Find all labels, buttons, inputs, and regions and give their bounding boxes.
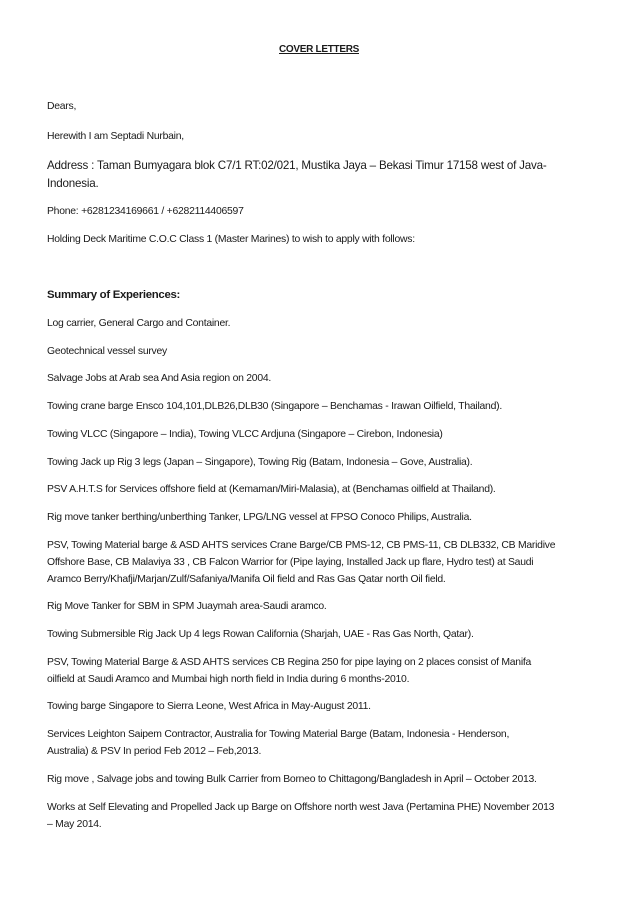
experience-item: PSV A.H.T.S for Services offshore field at (Kemaman/Miri-Malasia), at (Benchamas oilfield at Thailand). [47,484,496,495]
greeting: Dears, [47,101,77,112]
experience-psv-line-2: Offshore Base, CB Malaviya 33 , CB Falcon Warrior for (Pipe laying, Installed Jack up flare, Hydro test) at Saudi [47,557,534,568]
phone-line: Phone: +6281234169661 / +6282114406597 [47,206,244,217]
experience-sbm: Rig Move Tanker for SBM in SPM Juaymah area-Saudi aramco. [47,601,327,612]
experience-item: Towing VLCC (Singapore – India), Towing VLCC Ardjuna (Singapore – Cirebon, Indonesia) [47,429,443,440]
address-line-2: Indonesia. [47,177,99,190]
experience-sierra: Towing barge Singapore to Sierra Leone, West Africa in May-August 2011. [47,701,371,712]
document-title: COVER LETTERS [279,44,359,55]
experience-item: Towing Jack up Rig 3 legs (Japan – Singapore), Towing Rig (Batam, Indonesia – Gove, Australia). [47,457,473,468]
experience-leighton-line-2: Australia) & PSV In period Feb 2012 – Feb,2013. [47,746,262,757]
summary-heading: Summary of Experiences: [47,289,181,301]
experience-submersible: Towing Submersible Rig Jack Up 4 legs Rowan California (Sharjah, UAE - Ras Gas North, Qatar). [47,629,474,640]
experience-regina-line-2: oilfield at Saudi Aramco and Mumbai high north field in India during 6 months-2010. [47,674,410,685]
experience-regina-line-1: PSV, Towing Material Barge & ASD AHTS services CB Regina 250 for pipe laying on 2 places consist of Manifa [47,657,532,668]
experience-item: Salvage Jobs at Arab sea And Asia region on 2004. [47,373,272,384]
experience-works-line-1: Works at Self Elevating and Propelled Jack up Barge on Offshore north west Java (Pertamina PHE) November 2013 [47,802,555,813]
experience-works-line-2: – May 2014. [47,819,102,830]
experience-psv-line-3: Aramco Berry/Khafji/Marjan/Zulf/Safaniya/Manifa Oil field and Ras Gas Qatar north Oil field. [47,574,446,585]
address-line-1: Address : Taman Bumyagara blok C7/1 RT:02/021, Mustika Jaya – Bekasi Timur 17158 west of Java- [47,159,547,172]
experience-psv-line-1: PSV, Towing Material barge & ASD AHTS services Crane Barge/CB PMS-12, CB PMS-11, CB DLB332, CB Maridive [47,540,556,551]
experience-item: Log carrier, General Cargo and Container. [47,318,231,329]
experience-borneo: Rig move , Salvage jobs and towing Bulk Carrier from Borneo to Chittagong/Bangladesh in April – October 2013. [47,774,537,785]
intro-line: Herewith I am Septadi Nurbain, [47,131,184,142]
experience-item: Towing crane barge Ensco 104,101,DLB26,DLB30 (Singapore – Benchamas - Irawan Oilfield, Thailand). [47,401,502,412]
experience-leighton-line-1: Services Leighton Saipem Contractor, Australia for Towing Material Barge (Batam, Indonesia - Henderson, [47,729,510,740]
experience-item: Rig move tanker berthing/unberthing Tanker, LPG/LNG vessel at FPSO Conoco Philips, Australia. [47,512,472,523]
holding-line: Holding Deck Maritime C.O.C Class 1 (Master Marines) to wish to apply with follows: [47,234,415,245]
experience-item: Geotechnical vessel survey [47,346,167,357]
